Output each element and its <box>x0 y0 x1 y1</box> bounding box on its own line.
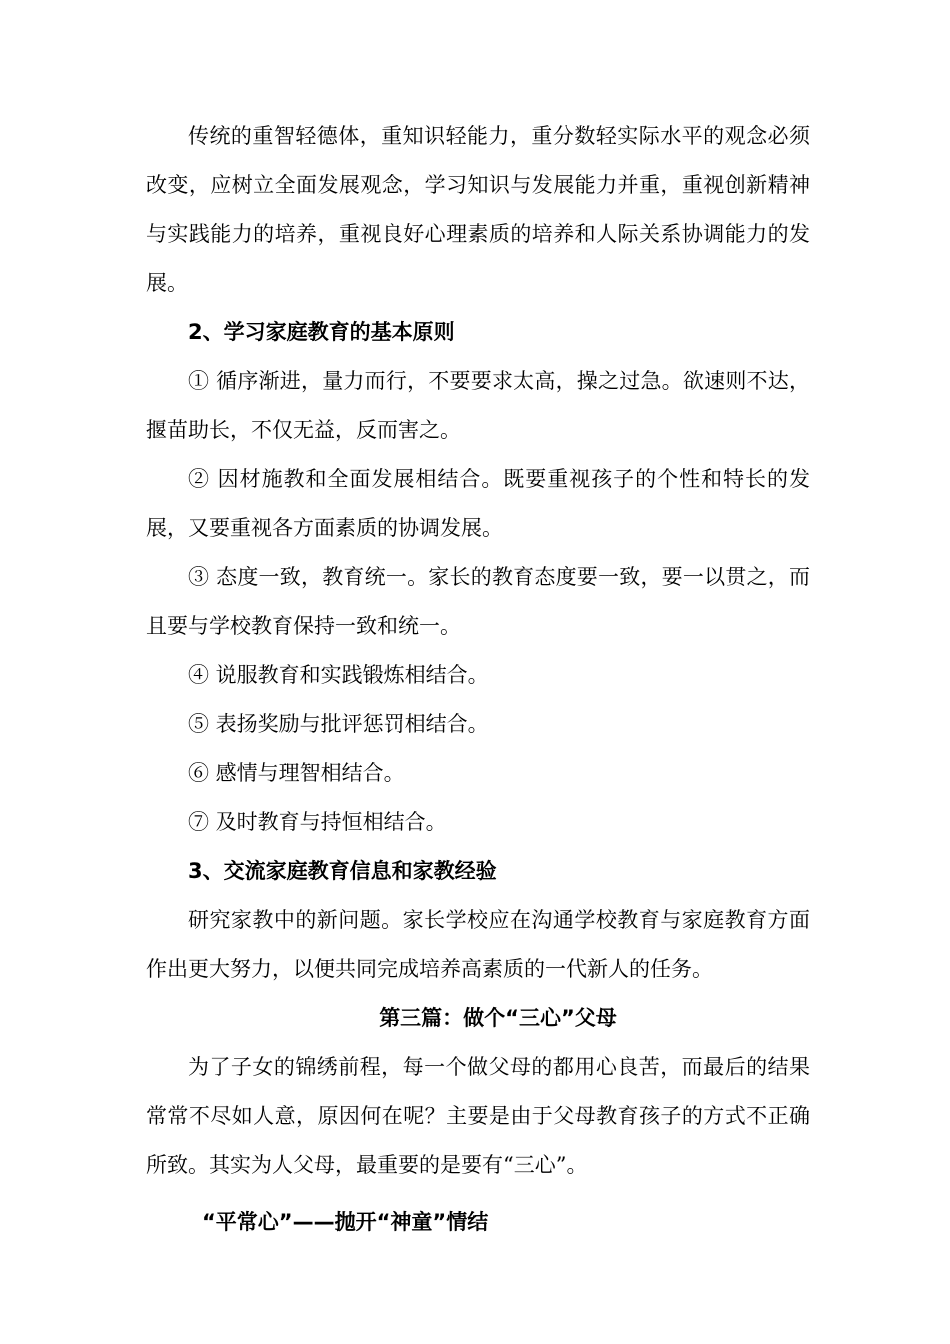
section-heading-principles: 2、学习家庭教育的基本原则 <box>188 320 455 344</box>
principle-item-2: ② 因材施教和全面发展相结合。既要重视孩子的个性和特长的发展，又要重视各方面素质的协调发展。 <box>146 467 810 540</box>
principle-item-6: ⑥ 感情与理智相结合。 <box>188 761 405 785</box>
principle-item-4: ④ 说服教育和实践锻炼相结合。 <box>188 663 489 687</box>
principle-item-1: ① 循序渐进，量力而行，不要要求太高，操之过急。欲速则不达，揠苗助长，不仅无益，反而害之。 <box>146 369 810 442</box>
paragraph-research: 研究家教中的新问题。家长学校应在沟通学校教育与家庭教育方面作出更大努力，以便共同完成培养高素质的一代新人的任务。 <box>146 908 810 981</box>
section-heading-exchange: 3、交流家庭教育信息和家教经验 <box>188 859 497 883</box>
document-page <box>146 112 810 1247</box>
principle-item-7: ⑦ 及时教育与持恒相结合。 <box>188 810 447 834</box>
principle-item-3: ③ 态度一致，教育统一。家长的教育态度要一致，要一以贯之，而且要与学校教育保持一致和统一。 <box>146 565 810 638</box>
chapter-title: 第三篇：做个“三心”父母 <box>379 1006 617 1030</box>
paragraph-intro: 为了子女的锦绣前程，每一个做父母的都用心良苦，而最后的结果常常不尽如人意，原因何在呢？主要是由于父母教育孩子的方式不正确所致。其实为人父母，最重要的是要有“三心”。 <box>146 1055 810 1177</box>
principle-item-5: ⑤ 表扬奖励与批评惩罚相结合。 <box>188 712 489 736</box>
paragraph-values: 传统的重智轻德体，重知识轻能力，重分数轻实际水平的观念必须改变，应树立全面发展观念，学习知识与发展能力并重，重视创新精神与实践能力的培养，重视良好心理素质的培养和人际关系协调能力的发展。 <box>146 124 810 295</box>
subheading-ordinary-heart: “平常心”——抛开“神童”情结 <box>202 1210 489 1234</box>
